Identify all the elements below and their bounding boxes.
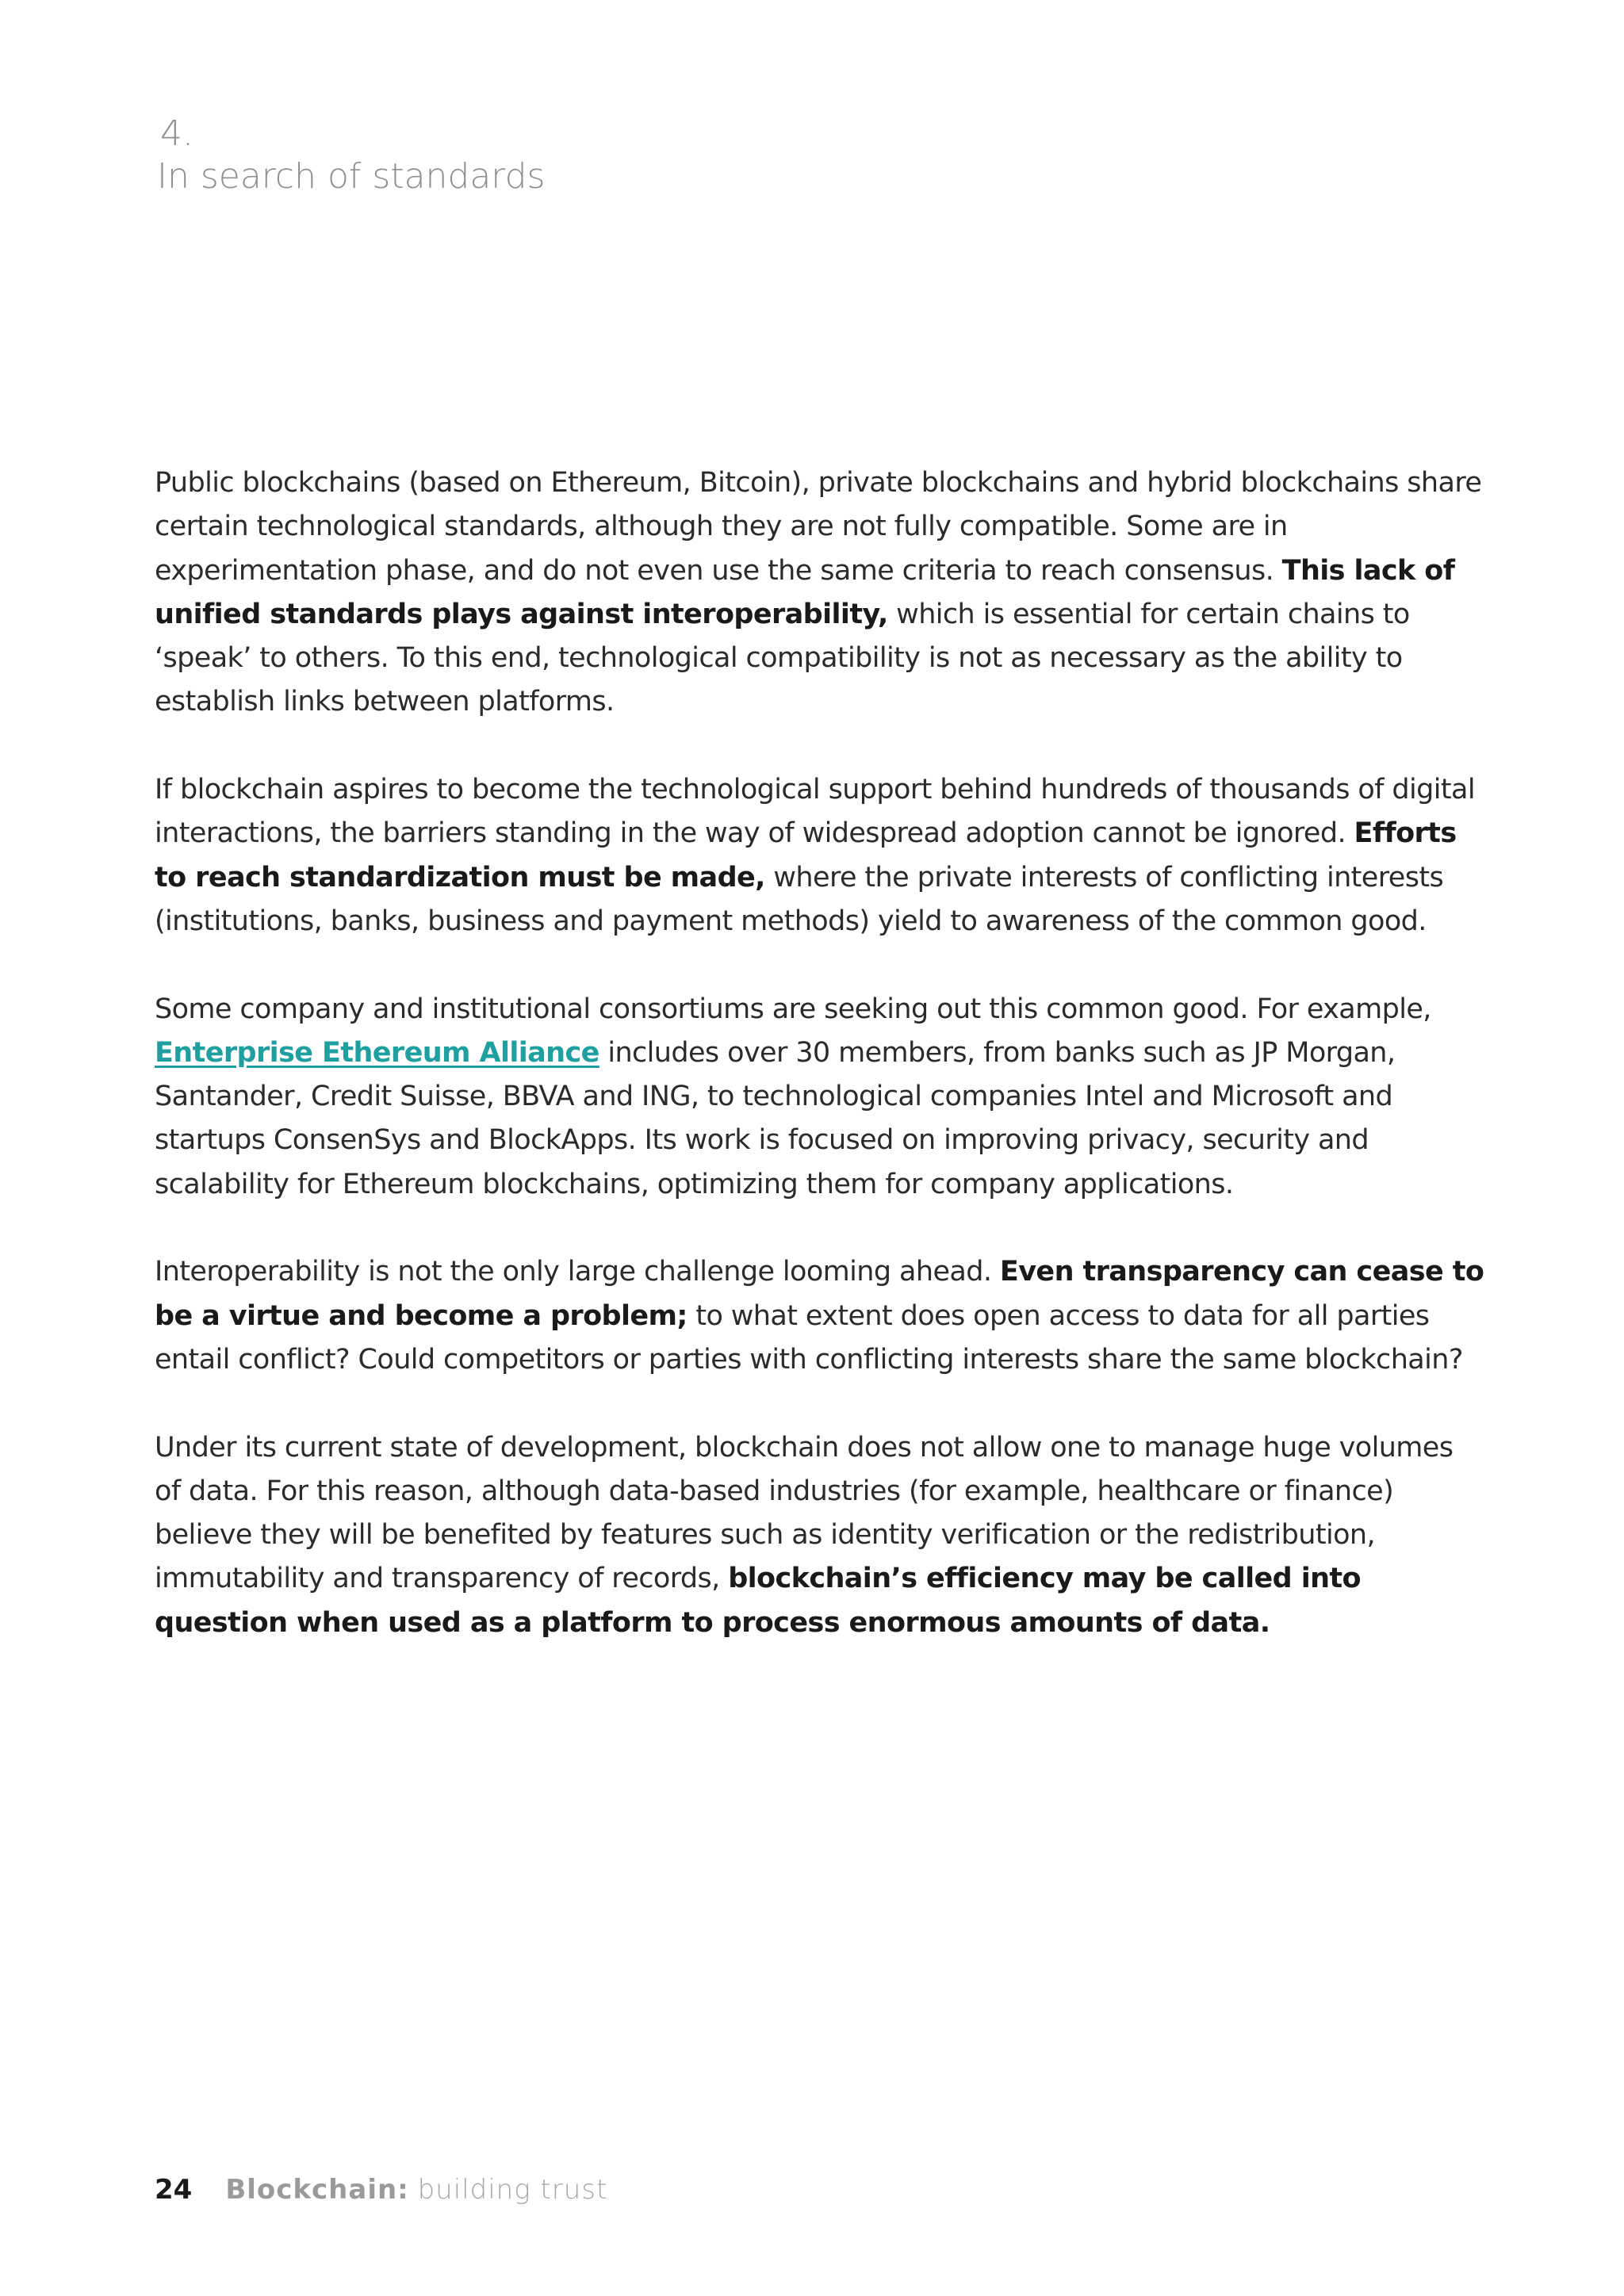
- paragraph-2-text-1: If blockchain aspires to become the technological support behind hundreds of thousands of digital interactions, the barriers standing in the way of widespread adoption cannot be ignored.: [155, 774, 1475, 850]
- paragraph-4-text-1: Interoperability is not the only large challenge looming ahead.: [155, 1256, 1000, 1288]
- section-title: In search of standards: [157, 156, 546, 197]
- paragraph-2: [155, 768, 1487, 943]
- body-text: [155, 461, 1487, 1689]
- paragraph-4: [155, 1250, 1487, 1382]
- paragraph-1-text-1: Public blockchains (based on Ethereum, Bitcoin), private blockchains and hybrid blockchains share certain technological standards, although they are not fully compatible. Some are in experimentation phase, and do not even use the same criteria to reach consensus.: [155, 467, 1482, 587]
- paragraph-3: [155, 988, 1487, 1207]
- paragraph-2-bold: Efforts to reach standardization must be made,: [155, 817, 1457, 894]
- section-heading: [157, 113, 545, 198]
- footer-brand: Blockchain:: [225, 2174, 409, 2206]
- paragraph-1-bold: This lack of unified standards plays against interoperability,: [155, 554, 1455, 630]
- footer-tagline: building trust: [417, 2174, 608, 2206]
- paragraph-2-text-2: where the private interests of conflicting interests (institutions, banks, business and payment methods) yield to awareness of the common good.: [155, 861, 1444, 937]
- paragraph-4-bold: Even transparency can cease to be a virtue and become a problem;: [155, 1256, 1484, 1332]
- paragraph-5: [155, 1426, 1487, 1645]
- paragraph-4-text-2: to what extent does open access to data for all parties entail conflict? Could competitors or parties with conflicting interests share the same blockchain?: [155, 1299, 1463, 1376]
- paragraph-3-text-1: Some company and institutional consortiums are seeking out this common good. For example,: [155, 993, 1431, 1025]
- paragraph-5-bold: blockchain’s efficiency may be called into question when used as a platform to process enormous amounts of data.: [155, 1563, 1361, 1639]
- section-number: 4.: [160, 113, 193, 154]
- enterprise-ethereum-alliance-link[interactable]: Enterprise Ethereum Alliance: [155, 1036, 599, 1069]
- paragraph-3-text-2: includes over 30 members, from banks such as JP Morgan, Santander, Credit Suisse, BBVA and ING, to technological companies Intel and Microsoft and startups ConsenSys and BlockApps. Its work is focused on improving privacy, security and scalability for Ethereum blockchains, optimizing them for company applications.: [155, 1036, 1396, 1200]
- paragraph-5-text-1: Under its current state of development, blockchain does not allow one to manage huge volumes of data. For this reason, although data-based industries (for example, healthcare or finance) believe they will be benefited by features such as identity verification or the redistribution, immutability and transparency of records,: [155, 1431, 1454, 1595]
- paragraph-1: [155, 461, 1487, 725]
- paragraph-1-text-2: which is essential for certain chains to ‘speak’ to others. To this end, technological compatibility is not as necessary as the ability to establish links between platforms.: [155, 598, 1410, 718]
- page-footer: [155, 2172, 607, 2207]
- page-number: 24: [155, 2174, 193, 2206]
